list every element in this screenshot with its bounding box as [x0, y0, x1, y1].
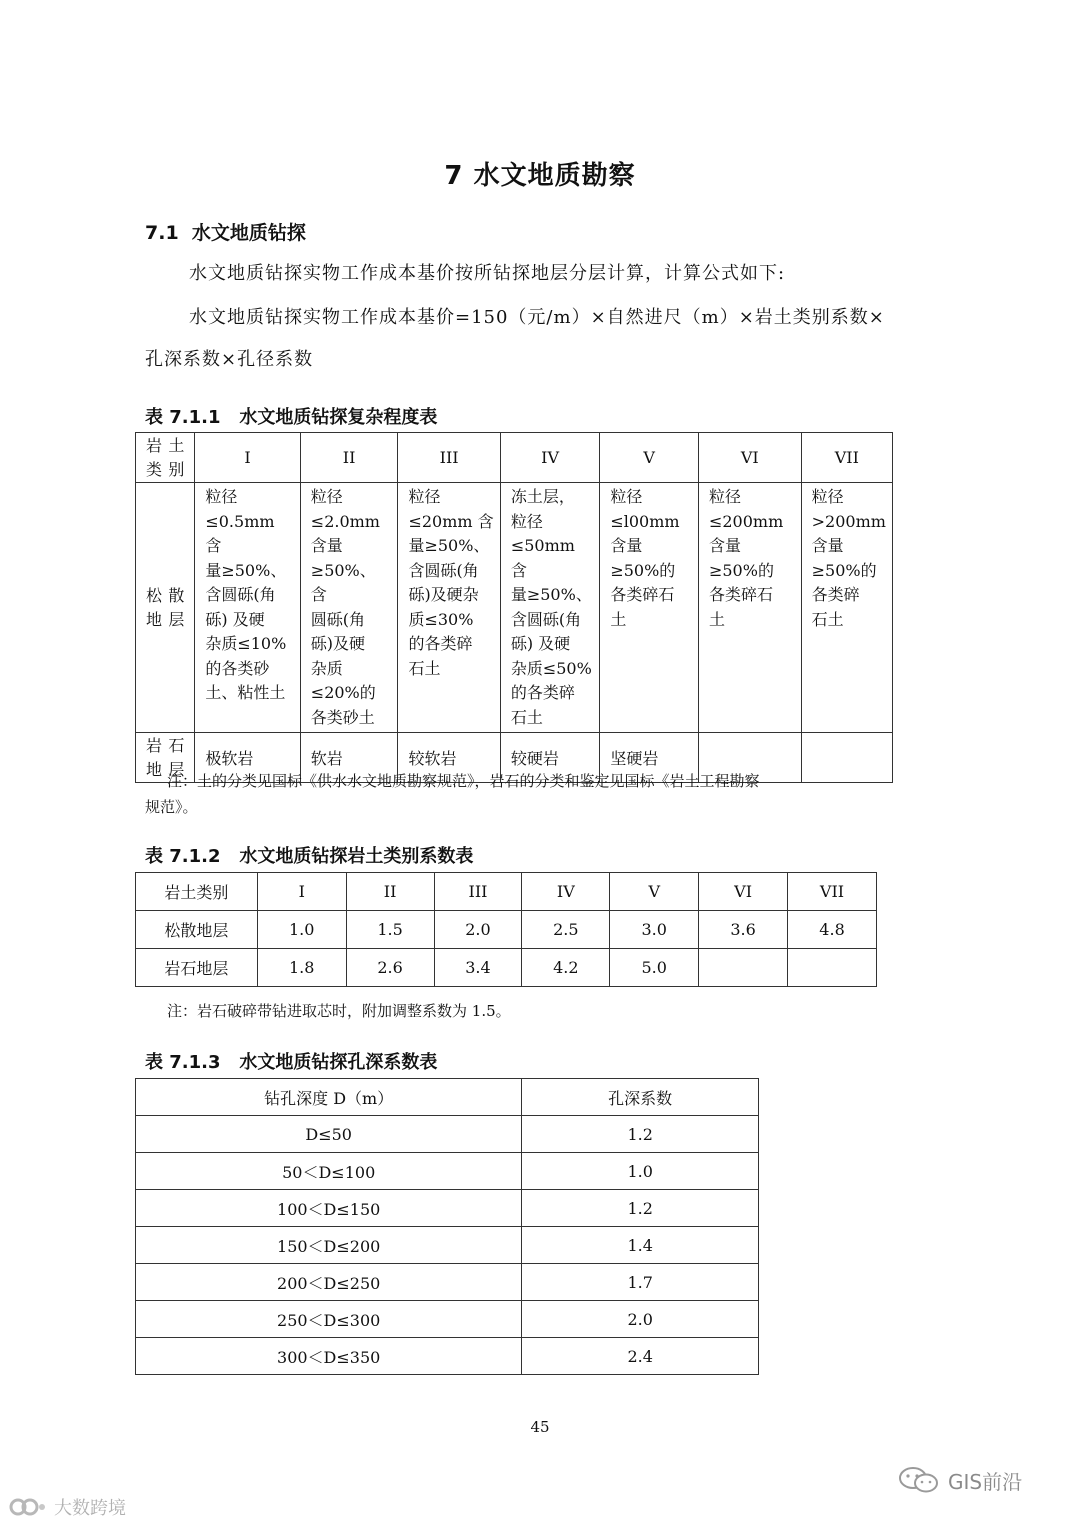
table-row	[136, 911, 877, 949]
table-cell: 250＜D≤300	[136, 1301, 522, 1338]
table-cell	[699, 949, 788, 987]
header-cell: V	[610, 873, 699, 911]
paragraph	[145, 298, 945, 338]
table-cell: D≤50	[136, 1116, 522, 1153]
table-cell: 2.6	[346, 949, 434, 987]
table-caption-title: 水文地质钻探孔深系数表	[239, 1052, 438, 1073]
table-cell: 100＜D≤150	[136, 1190, 522, 1227]
corner-header: 岩土 类别	[136, 433, 195, 483]
table-header-row	[136, 1079, 759, 1116]
table-caption-number: 表 7.1.3	[145, 1052, 221, 1073]
header-cell: V	[600, 433, 699, 483]
watermark-left-text: 大数跨境	[54, 1498, 126, 1519]
table-caption	[145, 1048, 437, 1074]
table-cell: 冻土层， 粒径 ≤50mm 含 量≥50%、 含圆砾(角 砾) 及硬 杂质≤50% 的各类碎 石土	[500, 483, 599, 733]
table-row	[136, 949, 877, 987]
paragraph	[145, 340, 945, 380]
table-row	[136, 1301, 759, 1338]
table-cell: 1.5	[346, 911, 434, 949]
table-row	[136, 1190, 759, 1227]
header-cell: VI	[699, 873, 788, 911]
header-cell: IV	[500, 433, 599, 483]
table-caption	[145, 842, 473, 868]
table-cell: 粒径 ≤200mm 含量 ≥50%的 各类碎石 土	[698, 483, 801, 733]
paragraph	[145, 254, 945, 294]
table-cell: 极软岩	[195, 733, 300, 783]
header-cell: II	[346, 873, 434, 911]
table-cell: 4.8	[788, 911, 877, 949]
table-row	[136, 1116, 759, 1153]
header-cell: III	[398, 433, 500, 483]
section-heading	[145, 218, 306, 245]
table-cell: 坚硬岩	[600, 733, 699, 783]
table-cell: 粒径 ≤0.5mm 含 量≥50%、 含圆砾(角 砾) 及硬 杂质≤10% 的各类砂 土、粘性土	[195, 483, 300, 733]
table-row	[136, 1153, 759, 1190]
header-cell: IV	[522, 873, 610, 911]
table-row	[136, 483, 893, 733]
table-note: 注：岩石破碎带钻进取芯时，附加调整系数为 1.5。	[167, 1002, 511, 1020]
watermark-right-text: GIS前沿	[948, 1469, 1023, 1494]
table-note: 注：土的分类见国标《供水水文地质勘察规范》，岩石的分类和鉴定见国标《岩土工程勘察 规范》。	[145, 772, 760, 816]
depth-coefficient-table	[135, 1078, 759, 1375]
table-cell: 5.0	[610, 949, 699, 987]
section-title: 水文地质钻探	[191, 222, 306, 244]
table-cell: 2.0	[522, 1301, 759, 1338]
table-cell: 粒径 ≤l00mm 含量 ≥50%的 各类碎石 土	[600, 483, 699, 733]
table-cell: 4.2	[522, 949, 610, 987]
row-header: 岩石地层	[136, 949, 258, 987]
table-caption-title: 水文地质钻探复杂程度表	[239, 407, 438, 428]
header-cell: 岩土类别	[136, 873, 258, 911]
paragraph-text: 水文地质钻探实物工作成本基价按所钻探地层分层计算，计算公式如下:	[189, 263, 786, 284]
complexity-table	[135, 432, 893, 783]
row-header: 松散 地层	[136, 483, 195, 733]
table-cell: 粒径 ≤2.0mm 含量 ≥50%、含 圆砾(角 砾)及硬 杂质 ≤20%的 各类砂土	[300, 483, 398, 733]
table-cell: 3.0	[610, 911, 699, 949]
header-cell: I	[195, 433, 300, 483]
table-cell: 3.4	[434, 949, 522, 987]
row-header: 松散地层	[136, 911, 258, 949]
table-cell: 300＜D≤350	[136, 1338, 522, 1375]
table-cell: 2.0	[434, 911, 522, 949]
watermark-right	[898, 1465, 1022, 1495]
paragraph-text: 孔深系数×孔径系数	[145, 349, 314, 370]
table-cell: 1.8	[257, 949, 346, 987]
header-cell: III	[434, 873, 522, 911]
table-caption	[145, 403, 437, 429]
section-number: 7.1	[145, 222, 179, 244]
table-cell: 50＜D≤100	[136, 1153, 522, 1190]
table-cell: 1.4	[522, 1227, 759, 1264]
table-cell: 2.5	[522, 911, 610, 949]
table-row	[136, 1264, 759, 1301]
table-cell	[788, 949, 877, 987]
header-cell: II	[300, 433, 398, 483]
paragraph-text: 水文地质钻探实物工作成本基价=150（元/m）×自然进尺（m）×岩土类别系数×	[189, 307, 885, 328]
header-cell: VII	[801, 433, 892, 483]
table-cell: 200＜D≤250	[136, 1264, 522, 1301]
table-caption-number: 表 7.1.1	[145, 407, 221, 428]
watermark-left	[8, 1494, 126, 1520]
table-header-row	[136, 873, 877, 911]
page-number: 45	[530, 1418, 550, 1436]
chapter-title: 7 水文地质勘察	[444, 161, 636, 191]
table-cell: 1.7	[522, 1264, 759, 1301]
header-cell: 钻孔深度 D（m）	[136, 1079, 522, 1116]
coefficient-table	[135, 872, 877, 987]
table-caption-title: 水文地质钻探岩土类别系数表	[239, 846, 474, 867]
table-cell: 1.0	[257, 911, 346, 949]
header-cell: 孔深系数	[522, 1079, 759, 1116]
header-cell: I	[257, 873, 346, 911]
table-cell: 软岩	[300, 733, 398, 783]
table-caption-number: 表 7.1.2	[145, 846, 221, 867]
table-header-row	[136, 433, 893, 483]
table-cell: 粒径 >200mm 含量 ≥50%的 各类碎 石土	[801, 483, 892, 733]
table-row	[136, 1338, 759, 1375]
table-cell: 3.6	[699, 911, 788, 949]
table-cell: 较软岩	[398, 733, 500, 783]
table-cell: 150＜D≤200	[136, 1227, 522, 1264]
row-header: 岩石 地层	[136, 733, 195, 783]
header-cell: VI	[698, 433, 801, 483]
table-row	[136, 1227, 759, 1264]
table-cell: 粒径 ≤20mm 含 量≥50%、 含圆砾(角 砾)及硬杂 质≤30% 的各类碎 石土	[398, 483, 500, 733]
table-cell: 1.0	[522, 1153, 759, 1190]
table-cell: 较硬岩	[500, 733, 599, 783]
table-cell: 1.2	[522, 1190, 759, 1227]
chain-link-icon	[8, 1496, 48, 1518]
header-cell: VII	[788, 873, 877, 911]
table-cell: 1.2	[522, 1116, 759, 1153]
chat-bubble-icon	[898, 1465, 940, 1495]
table-cell: 2.4	[522, 1338, 759, 1375]
